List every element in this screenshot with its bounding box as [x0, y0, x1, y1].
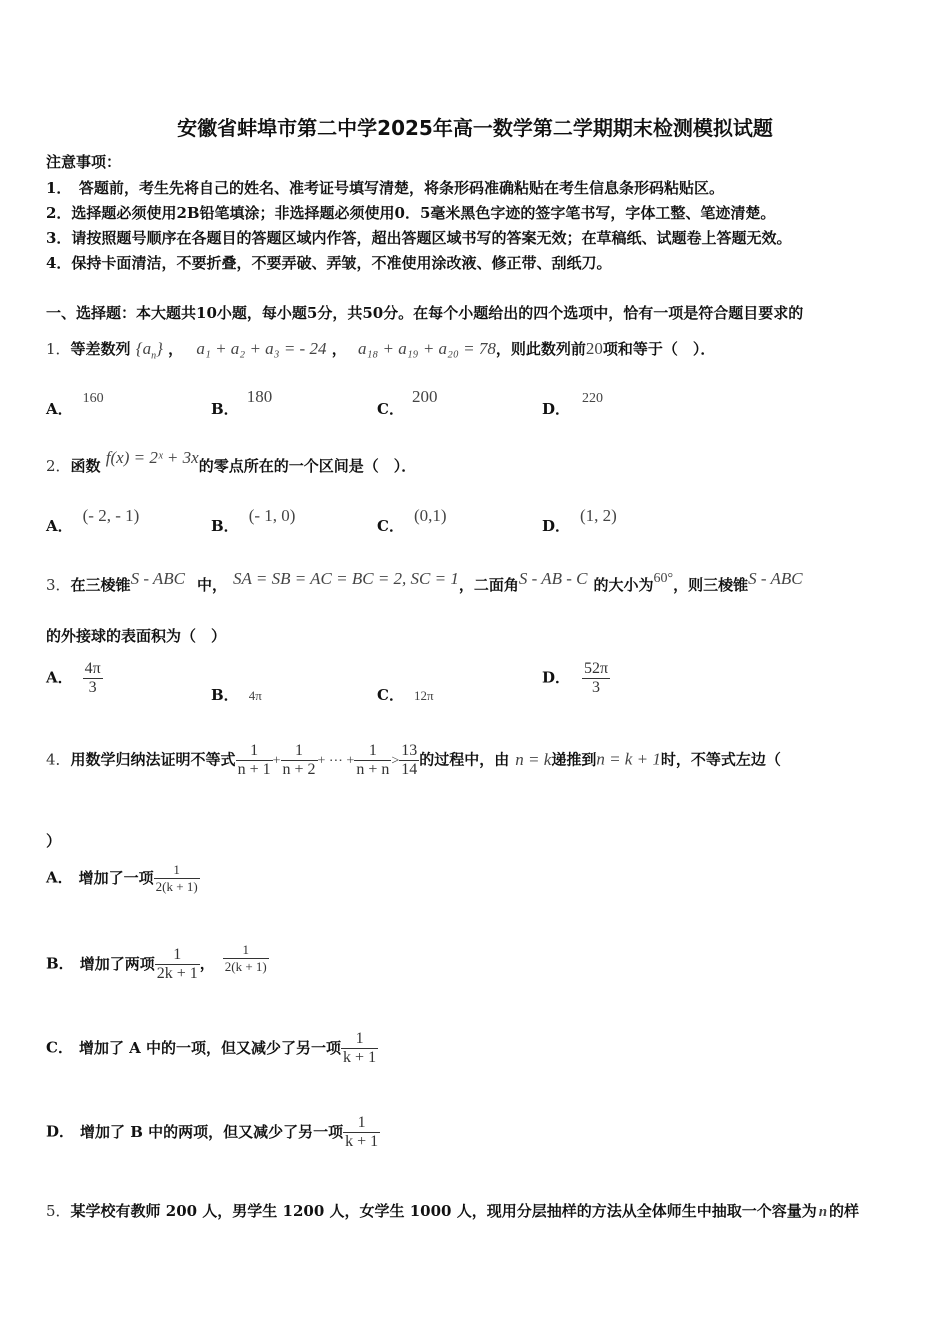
q4-frac-3: $\frac{1}{n + n}$: [356, 742, 390, 778]
q3-math-1: S - ABC: [130, 569, 186, 588]
q4-math-2: n = k + 1: [596, 749, 661, 769]
q4-text: 用数学归纳法证明不等式: [70, 750, 236, 769]
q4-math-1: n = k: [515, 749, 552, 769]
q2-text-2: 的零点所在的一个区间是（ ）．: [198, 457, 417, 475]
q2-option-c[interactable]: C．(0,1): [377, 506, 447, 535]
q3-option-c[interactable]: C． 12π: [377, 686, 434, 704]
q1-comma-2: ，: [331, 340, 347, 358]
q2-func: f(x) = 2ˣ + 3x: [105, 448, 199, 467]
q5-text: 某学校有教师 200 人，男学生 1200 人，女学生 1000 人，现用分层抽样的方法从全体师生中抽取一个容量为: [70, 1202, 817, 1220]
notice-item-4: 4．保持卡面清洁，不要折叠，不要弄破、弄皱，不准使用涂改液、修正带、刮纸刀。: [46, 254, 612, 272]
q4-option-c[interactable]: C． 增加了 A 中的一项，但又减少了另一项 $\frac{1}{k + 1}$: [46, 1030, 377, 1066]
q1-n: 20: [585, 339, 603, 358]
page-title: 安徽省蚌埠市第二中学2025年高一数学第二学期期末检测模拟试题: [177, 116, 773, 140]
q4-line-2: ）: [46, 832, 62, 850]
q3-text-4: 的大小为: [593, 576, 654, 594]
q4-option-d[interactable]: D． 增加了 B 中的两项，但又减少了另一项 $\frac{1}{k + 1}$: [46, 1114, 379, 1150]
question-number: 2．: [46, 457, 71, 475]
q1-comma: ，: [168, 340, 184, 358]
q1-seq: $\{a_n\}$: [135, 339, 163, 362]
q2-option-a[interactable]: A．(- 2, - 1): [46, 506, 140, 535]
q2-text: 函数: [70, 457, 101, 475]
q4-frac-2: $\frac{1}{n + 2}$: [282, 742, 316, 778]
q5-text-2: 的样: [829, 1202, 860, 1220]
q1-option-d[interactable]: D．220: [542, 391, 604, 418]
question-5: [46, 1200, 859, 1221]
q1-eq1: a₁ + a₂ + a₃ = - 24: [196, 339, 327, 358]
q3-text-2: 中，: [197, 576, 228, 594]
notice-heading: 注意事项：: [46, 153, 122, 171]
q1-option-c[interactable]: C．200: [377, 387, 438, 418]
q1-option-b[interactable]: B．180: [211, 387, 273, 418]
q4-option-b[interactable]: B． 增加了两项 $\frac{1}{2k + 1}$ ， $\frac{1}{2(k + 1)}$: [46, 942, 267, 982]
question-4: 4．用数学归纳法证明不等式 $\frac{1}{n + 1}$ + $\frac{1}{n + 2}$ + ⋯ + $\frac{1}{n + n}$ > $\frac{13}{14}$ 的过程中，由 n = k递推到n = k + 1时，不等式左边（: [46, 742, 781, 778]
question-number: 3．: [46, 576, 71, 594]
q3-math-3: S - AB - C: [518, 569, 588, 588]
notice-item-1: 1． 答题前，考生先将自己的姓名、准考证号填写清楚，将条形码准确粘贴在考生信息条形码粘贴区。: [46, 179, 724, 197]
q1-text-2: ，则此数列前: [495, 340, 586, 358]
q3-line-2: 的外接球的表面积为（ ）: [46, 627, 227, 645]
notice-item-3: 3．请按照题号顺序在各题目的答题区域内作答，超出答题区域书写的答案无效；在草稿纸、试题卷上答题无效。: [46, 229, 792, 247]
q3-text-3: ，二面角: [458, 576, 519, 594]
q3-text-5: ，则三棱锥: [673, 576, 749, 594]
q4-text-2: 的过程中，由: [419, 750, 510, 769]
q3-option-a[interactable]: A． $\frac{4\pi}{3}$: [46, 660, 101, 696]
q4-option-a[interactable]: A． 增加了一项 $\frac{1}{2(k + 1)}$: [46, 862, 198, 894]
q4-text-3: 递推到: [551, 750, 597, 769]
q1-eq2: a₁₈ + a₁₉ + a₂₀ = 78: [357, 339, 496, 358]
q3-text: 在三棱锥: [70, 576, 131, 594]
question-3: [46, 569, 803, 595]
q1-text: 等差数列: [70, 340, 131, 358]
question-number: 1．: [46, 340, 71, 358]
q1-option-a[interactable]: A．160: [46, 391, 104, 418]
q4-frac-1: $\frac{1}{n + 1}$: [237, 742, 271, 778]
q3-math-2: SA = SB = AC = BC = 2, SC = 1: [233, 569, 459, 588]
q5-math: n: [818, 1204, 828, 1220]
q4-text-4: 时，不等式左边（: [660, 750, 781, 769]
question-number: 5．: [46, 1202, 71, 1220]
q2-option-d[interactable]: D．(1, 2): [542, 506, 617, 535]
section-heading: 一、选择题：本大题共10小题，每小题5分，共50分。在每个小题给出的四个选项中，恰有一项是符合题目要求的: [46, 304, 804, 322]
q3-math-4: 60°: [653, 571, 674, 586]
notice-item-2: 2．选择题必须使用2B铅笔填涂；非选择题必须使用0．5毫米黑色字迹的签字笔书写，字体工整、笔迹清楚。: [46, 204, 776, 222]
q1-text-3: 项和等于（ ）．: [602, 340, 716, 358]
question-2: [46, 448, 417, 476]
q2-option-b[interactable]: B．(- 1, 0): [211, 506, 296, 535]
q3-option-b[interactable]: B． 4π: [211, 686, 262, 704]
question-1: [46, 338, 715, 361]
question-number: 4．: [46, 750, 71, 769]
q4-frac-4: $\frac{13}{14}$: [401, 742, 418, 778]
q3-option-d[interactable]: D． $\frac{52\pi}{3}$: [542, 660, 609, 696]
q3-math-5: S - ABC: [748, 569, 803, 588]
